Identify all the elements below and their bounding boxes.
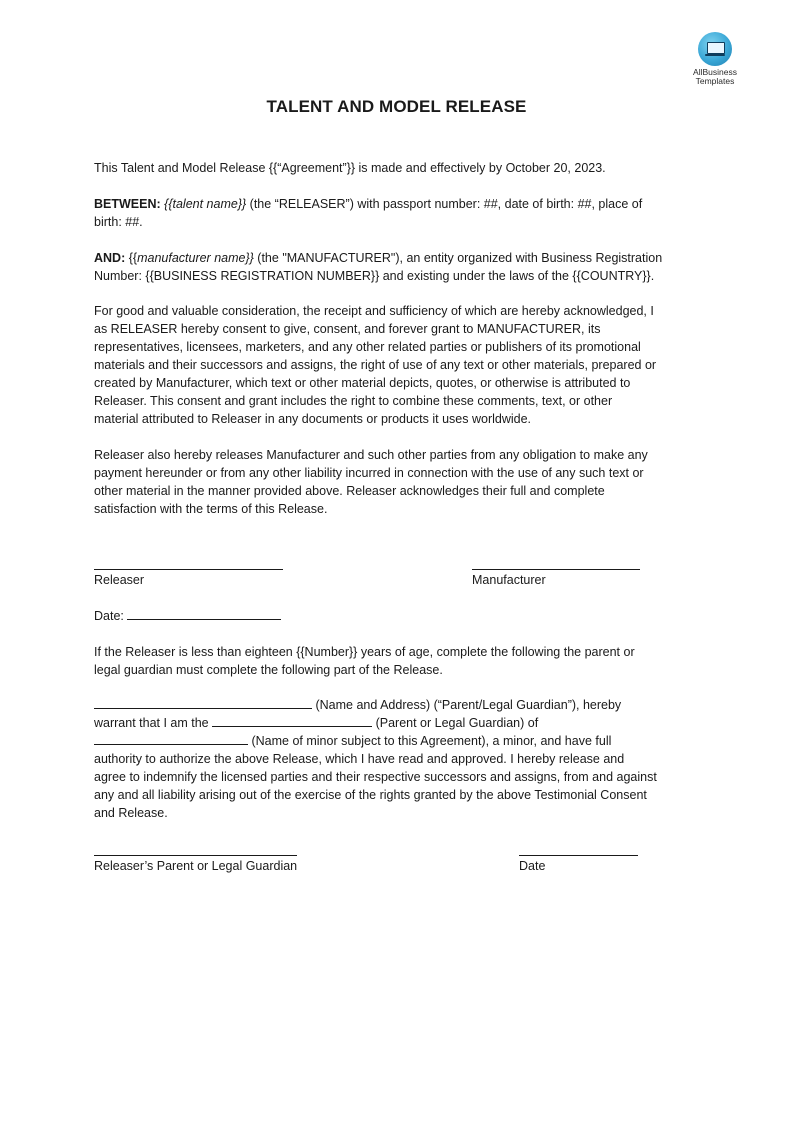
consideration-line: materials and their successors and assigns, the right of use of any text or other materials, prepared or [94, 358, 657, 372]
and-text: (the "MANUFACTURER"), an entity organized with Business Registration [253, 251, 663, 265]
guardian-line: agree to indemnify the licensed parties and their respective successors and assigns, from and against [94, 770, 657, 784]
document-title: TALENT AND MODEL RELEASE [266, 97, 527, 116]
guardian-date-label: Date [519, 859, 546, 873]
minor-line: legal guardian must complete the following part of the Release. [94, 663, 443, 677]
minor-name-blank[interactable] [94, 732, 248, 745]
allbusiness-logo [680, 32, 750, 86]
manufacturer-name-placeholder: manufacturer name}} [137, 251, 254, 265]
and-prefix: {{ [125, 251, 138, 265]
guardian-role-blank[interactable] [212, 714, 372, 727]
and-paragraph [94, 249, 706, 285]
date-label: Date: [94, 609, 128, 623]
between-label: BETWEEN: [94, 197, 161, 211]
release-line: satisfaction with the terms of this Release. [94, 502, 328, 516]
date-blank[interactable] [127, 607, 281, 620]
guardian-name-blank[interactable] [94, 696, 312, 709]
between-paragraph [94, 195, 706, 231]
and-line-1 [94, 249, 706, 267]
date-row [94, 607, 281, 625]
guardian-line-1 [94, 696, 706, 714]
guardian-line-2-text: (Parent or Legal Guardian) of [372, 716, 539, 730]
guardian-line-2 [94, 714, 706, 732]
and-line-2: Number: {{BUSINESS REGISTRATION NUMBER}} and existing under the laws of the {{COUNTRY}}. [94, 269, 655, 283]
guardian-date-line[interactable] [519, 855, 638, 856]
release-line: other material in the manner provided above. Releaser acknowledges their full and complete [94, 484, 605, 498]
release-line: payment hereunder or from any other liability incurred in connection with the use of any such text or [94, 466, 644, 480]
laptop-icon [698, 32, 732, 66]
releaser-label: Releaser [94, 573, 145, 587]
guardian-paragraph [94, 696, 706, 822]
guardian-line-3-text: (Name of minor subject to this Agreement), a minor, and have full [248, 734, 612, 748]
guardian-line: any and all liability arising out of the exercise of the rights granted by the above Testimonial Consent [94, 788, 647, 802]
between-line-1 [94, 195, 706, 213]
guardian-line: and Release. [94, 806, 168, 820]
consideration-line: representatives, licensees, marketers, and any other related parties or publishers of its promotional [94, 340, 641, 354]
manufacturer-label: Manufacturer [472, 573, 546, 587]
logo-text [680, 68, 750, 86]
minor-paragraph [94, 643, 706, 679]
consideration-line: For good and valuable consideration, the receipt and sufficiency of which are hereby acknowledged, I [94, 304, 654, 318]
releaser-signature-line[interactable] [94, 569, 283, 570]
guardian-line-3 [94, 732, 706, 750]
logo-line-1: AllBusiness [693, 67, 737, 77]
release-paragraph [94, 446, 706, 518]
guardian-signature-line[interactable] [94, 855, 297, 856]
consideration-line: material attributed to Releaser in any documents or products it uses worldwide. [94, 412, 532, 426]
consideration-line: created by Manufacturer, which text or other material depicts, quotes, or otherwise is attributed to [94, 376, 631, 390]
intro-paragraph: This Talent and Model Release {{“Agreement”}} is made and effectively by October 20, 2023. [94, 161, 606, 175]
between-text: (the “RELEASER”) with passport number: ##, date of birth: ##, place of [246, 197, 643, 211]
logo-line-2: Templates [695, 76, 735, 86]
manufacturer-signature-line[interactable] [472, 569, 640, 570]
guardian-signature-label: Releaser’s Parent or Legal Guardian [94, 859, 298, 873]
talent-name-placeholder: {{talent name}} [164, 197, 247, 211]
consideration-paragraph [94, 302, 706, 428]
between-line-2: birth: ##. [94, 215, 143, 229]
release-line: Releaser also hereby releases Manufacturer and such other parties from any obligation to make any [94, 448, 648, 462]
consideration-line: Releaser. This consent and grant includes the right to combine these comments, text, or other [94, 394, 613, 408]
minor-line: If the Releaser is less than eighteen {{Number}} years of age, complete the following the parent or [94, 645, 635, 659]
guardian-line-1-text: (Name and Address) (“Parent/Legal Guardian”), hereby [312, 698, 622, 712]
and-label: AND: [94, 251, 126, 265]
guardian-line-2-prefix: warrant that I am the [94, 716, 213, 730]
consideration-line: as RELEASER hereby consent to give, consent, and forever grant to MANUFACTURER, its [94, 322, 601, 336]
guardian-line: authority to authorize the above Release, which I have read and approved. I hereby release and [94, 752, 625, 766]
